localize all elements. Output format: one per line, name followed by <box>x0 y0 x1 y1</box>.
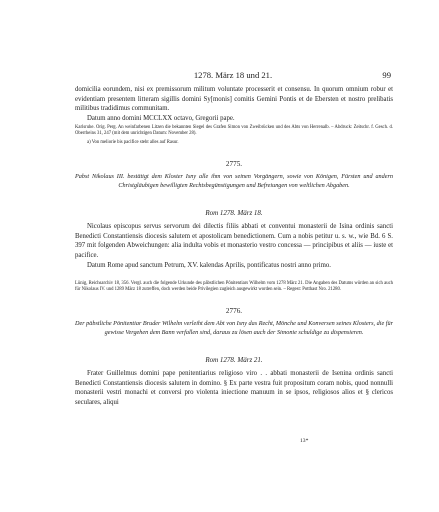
dating-clause-2775: Datum Rome apud sanctum Petrum, XV. kalendas Aprilis, pontificatus nostri anno primo. <box>87 262 331 269</box>
document-number-2776: 2776. <box>225 307 243 315</box>
signature-mark: 13* <box>300 438 309 444</box>
date-line-2776: Rom 1278. März 21. <box>205 356 263 364</box>
date-line-2775: Rom 1278. März 18. <box>205 209 263 217</box>
text-2776: Frater Guillelmus domini pape penitentiarius religioso viro . . abbati monasterii de Isenina ordinis sancti Benedicti Constantiensis diocesis salutem in domino. § Ex parte vestra fuit propositum coram nobis, quod nonnulli monasterii vestri monachi et conversi pro violenta iniectione manuum in se ipsos, religiosos alios et § clericos seculares, aliqui <box>75 370 393 406</box>
page-number: 99 <box>382 70 391 80</box>
running-head <box>75 70 391 82</box>
running-head-title: 1278. März 18 und 21. <box>193 70 273 80</box>
body-paragraph: domicilia eorundem, nisi ex premissorum militum voluntate processerit et consensu. In quorum omnium robur et evidentiam presentem litteram sigillis domini Sy[monis] comitis Gemini Pontis et de Ebersten et nostro prelibatis militibus tradidimus communitam. <box>75 86 393 113</box>
footnote-a: a) Von meliorie bis pacifice steht alles auf Rasur. <box>87 140 179 145</box>
footnote-source: Karlsruhe. Orig. Perg. An weinfarbenen Litzen die bekannten Siegel des Grafen Simon von Zweibrücken und des Abts von Herrenalb. – Abdruck: Zeitschr. f. Gesch. d. Oberrheins 31, 247 (mit dem unrichtigen Datum: November 28). <box>75 125 393 137</box>
text-2775: Nicolaus episcopus servus servorum dei dilectis filiis abbati et conventui monasterii de Isina ordinis sancti Benedicti Constantiensis diocesis salutem et apostolicam benedictionem. Cum a nobis petitur u. s. w., wie Bd. 6 S. 397 mit folgenden Abweichungen: alia indulta vobis et monasterio vestro concessa — principibus et aliis — iuste et pacifice. <box>75 223 393 259</box>
dating-clause: Datum anno domini MCCLXX octavo, Gregorii pape. <box>87 115 235 122</box>
notes-2775: Lünig, Reichsarchiv 18, 356. Vergl. auch die folgende Urkunde des päbstlichen Pönitentiars Wilhelm vom 1278 März 21. Die Angaben des Datums würden an sich auch für Nikolaus IV. und 1289 März 18 zutreffen, doch werden beide Privilegien zugleich ausgewirkt worden sein. – Regest: Potthast Nro. 21280. <box>75 281 393 293</box>
regest-2776: Der päbstliche Pönitentiar Bruder Wilhelm verleiht dem Abt von Isny das Recht, Mönche und Konversen seines Klosters, die für gewisse Vergehen dem Bann verfallen sind, daraus zu lösen auch der Simonie schuldige zu dispensieren. <box>75 320 393 336</box>
regest-2775: Pabst Nikolaus III. bestätigt dem Kloster Isny alle ihm von seinen Vorgängern, sowie von Königen, Fürsten und andern Christgläubigen bewilligten Rechtsbegünstigungen und Befreiungen von weltlichen Abgaben. <box>75 173 393 189</box>
document-number-2775: 2775. <box>225 160 243 168</box>
